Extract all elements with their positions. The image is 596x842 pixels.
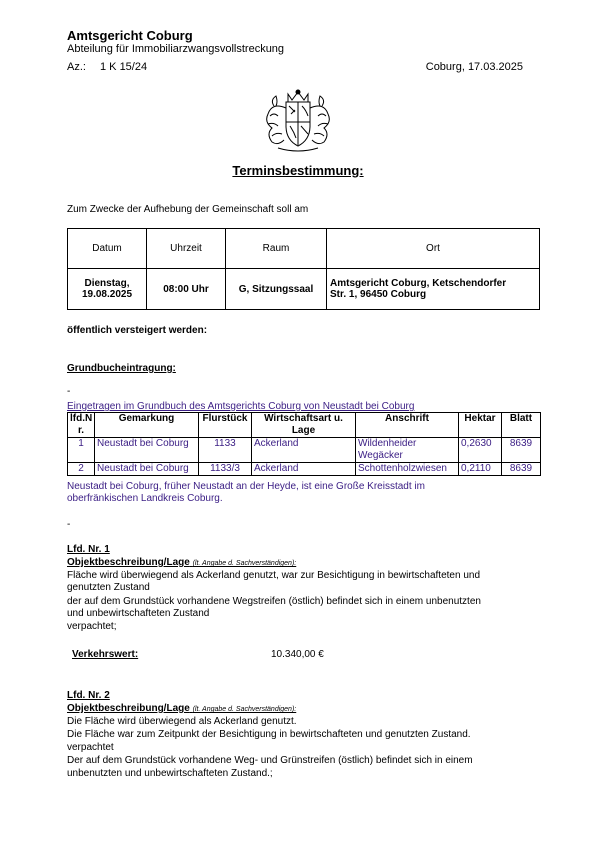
table-row xyxy=(68,463,541,476)
item-2-description-heading-text: Objektbeschreibung/Lage xyxy=(67,703,190,714)
item-2-line: Der auf dem Grundstück vorhandene Weg- und Grünstreifen (östlich) befindet sich in einem xyxy=(67,755,473,766)
department: Abteilung für Immobiliarzwangsvollstreckung xyxy=(67,43,285,55)
item-1-line: der auf dem Grundstück vorhandene Wegstreifen (östlich) befindet sich in einem unbenutzten xyxy=(67,596,481,607)
header-time: Uhrzeit xyxy=(147,229,226,269)
intro-text: Zum Zwecke der Aufhebung der Gemeinschaft soll am xyxy=(67,204,309,215)
table-row xyxy=(68,438,541,463)
court-name: Amtsgericht Coburg xyxy=(67,28,193,43)
item-2-line: Die Fläche wird überwiegend als Ackerland genutzt. xyxy=(67,716,297,727)
cell-wirtschaftsart: Ackerland xyxy=(252,463,356,476)
item-1-description-note: (lt. Angabe d. Sachverständigen): xyxy=(192,560,297,567)
location-note-line-2: oberfränkischen Landkreis Coburg. xyxy=(67,493,223,504)
item-1-description-heading-text: Objektbeschreibung/Lage xyxy=(67,557,190,568)
cell-flurstueck: 1133/3 xyxy=(199,463,252,476)
coat-of-arms-seal-icon xyxy=(258,88,338,154)
cell-gemarkung: Neustadt bei Coburg xyxy=(95,463,199,476)
market-value-label: Verkehrswert: xyxy=(72,649,139,660)
file-number-label: Az.: xyxy=(67,61,86,73)
header-date: Datum xyxy=(68,229,147,269)
col-lfd-line-2: r. xyxy=(77,425,85,436)
appointment-date xyxy=(68,269,147,310)
col-gemarkung: Gemarkung xyxy=(95,413,199,438)
auction-statement: öffentlich versteigert werden: xyxy=(67,325,208,336)
item-1-line: und unbewirtschafteten Zustand xyxy=(67,608,210,619)
item-1-line: verpachtet; xyxy=(67,621,117,632)
item-2-number: Lfd. Nr. 2 xyxy=(67,690,110,701)
item-1-description-heading xyxy=(67,557,296,568)
item-2-description-heading xyxy=(67,703,296,714)
col-lfd xyxy=(68,413,95,438)
land-register-table xyxy=(67,412,541,476)
header-location: Ort xyxy=(327,229,540,269)
appointment-location xyxy=(327,269,540,310)
cell-anschrift-line-1: Wildenheider xyxy=(358,438,417,449)
cell-anschrift: Schottenholzwiesen xyxy=(356,463,459,476)
item-2-line: Die Fläche war zum Zeitpunkt der Besichtigung in bewirtschafteten und genutzten Zustand. xyxy=(67,729,471,740)
item-2-description-note: (lt. Angabe d. Sachverständigen): xyxy=(192,706,297,713)
cell-lfd: 1 xyxy=(68,438,95,463)
appointment-time: 08:00 Uhr xyxy=(147,269,226,310)
item-1-line: Fläche wird überwiegend als Ackerland genutzt, war zur Besichtigung in bewirtschafteten und xyxy=(67,570,481,581)
cell-hektar: 0,2110 xyxy=(459,463,502,476)
col-blatt: Blatt xyxy=(502,413,541,438)
item-2-line: unbenutzten und unbewirtschafteten Zustand.; xyxy=(67,768,273,779)
col-flurstueck: Flurstück xyxy=(199,413,252,438)
land-table-header xyxy=(68,413,541,438)
cell-hektar: 0,2630 xyxy=(459,438,502,463)
cell-blatt: 8639 xyxy=(502,463,541,476)
col-lfd-line-1: lfd.N xyxy=(70,413,93,424)
location-note-line-1: Neustadt bei Coburg, früher Neustadt an der Heyde, ist eine Große Kreisstadt im xyxy=(67,481,425,492)
document-title: Terminsbestimmung: xyxy=(232,163,364,178)
header-room: Raum xyxy=(226,229,327,269)
land-register-heading: Grundbucheintragung: xyxy=(67,363,176,374)
place-date: Coburg, 17.03.2025 xyxy=(425,61,523,73)
cell-blatt: 8639 xyxy=(502,438,541,463)
appointment-room: G, Sitzungssaal xyxy=(226,269,327,310)
file-number-value: 1 K 15/24 xyxy=(100,61,148,73)
item-1-line: genutzten Zustand xyxy=(67,582,150,593)
registration-line: Eingetragen im Grundbuch des Amtsgerichts Coburg von Neustadt bei Coburg xyxy=(67,401,415,412)
appointment-table xyxy=(67,228,540,310)
col-hektar: Hektar xyxy=(459,413,502,438)
separator-dash-2: - xyxy=(67,519,71,530)
appointment-weekday: Dienstag, xyxy=(84,278,130,289)
location-line-1: Amtsgericht Coburg, Ketschendorfer xyxy=(330,278,507,289)
col-wirtschaftsart-line-2: Lage xyxy=(291,425,316,436)
appointment-date-value: 19.08.2025 xyxy=(81,289,133,300)
cell-wirtschaftsart: Ackerland xyxy=(252,438,356,463)
col-anschrift: Anschrift xyxy=(356,413,459,438)
cell-anschrift xyxy=(356,438,459,463)
separator-dash: - xyxy=(67,386,71,397)
item-2-line: verpachtet xyxy=(67,742,114,753)
appointment-value-row xyxy=(68,269,540,310)
appointment-header-row xyxy=(68,229,540,269)
location-line-2: Str. 1, 96450 Coburg xyxy=(330,289,427,300)
col-wirtschaftsart xyxy=(252,413,356,438)
item-1-number: Lfd. Nr. 1 xyxy=(67,544,110,555)
cell-lfd: 2 xyxy=(68,463,95,476)
location-note xyxy=(67,481,467,505)
cell-anschrift-line-2: Wegäcker xyxy=(358,450,403,461)
market-value: 10.340,00 € xyxy=(271,649,324,660)
cell-gemarkung: Neustadt bei Coburg xyxy=(95,438,199,463)
cell-flurstueck: 1133 xyxy=(199,438,252,463)
col-wirtschaftsart-line-1: Wirtschaftsart u. xyxy=(264,413,343,424)
